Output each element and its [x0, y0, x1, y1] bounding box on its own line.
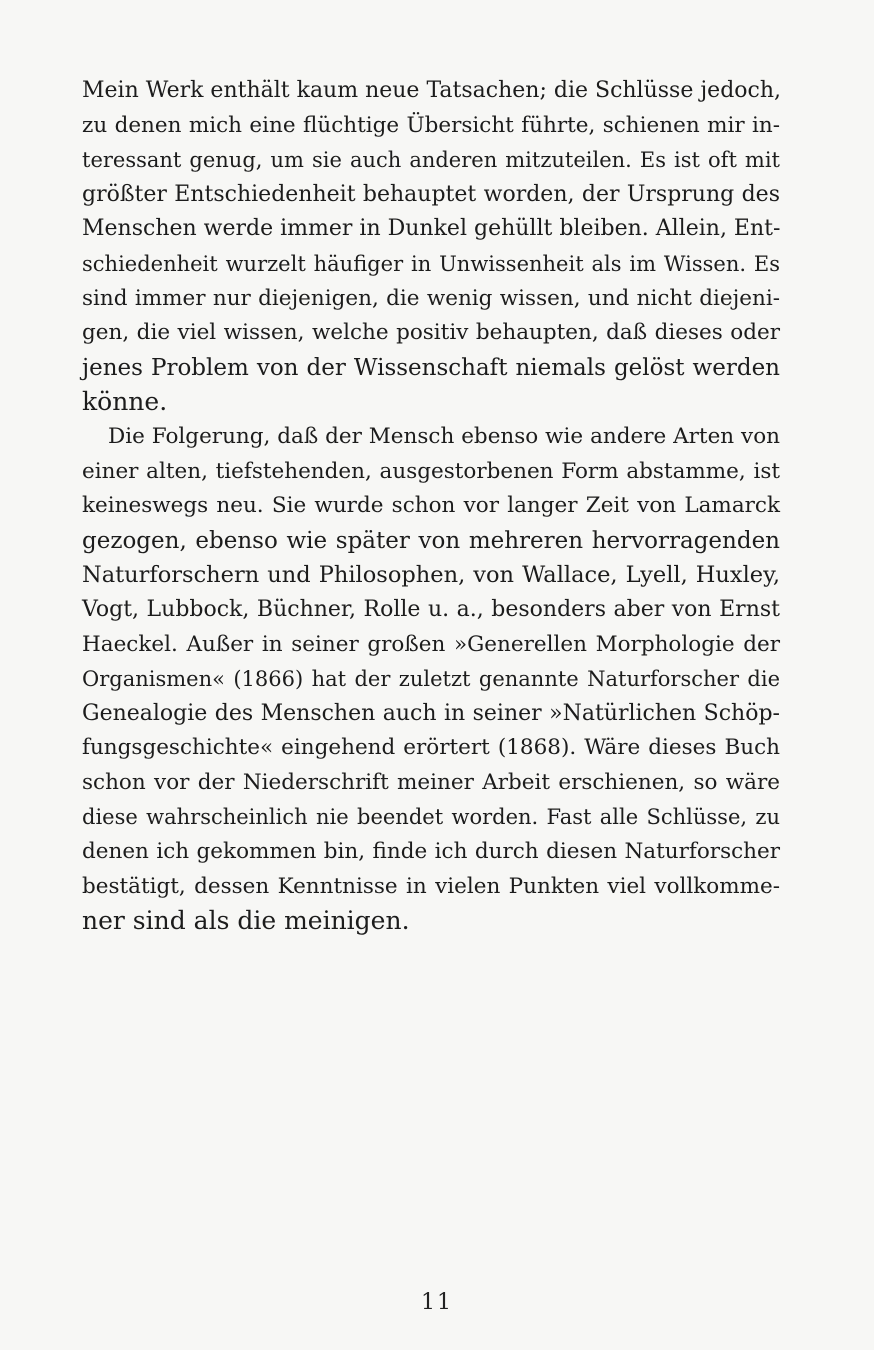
page-number: 11	[421, 1290, 453, 1315]
text-line: größter Entschiedenheit behauptet worden, der Ursprung des	[82, 181, 780, 207]
text-line: schon vor der Niederschrift meiner Arbeit erschienen, so wäre	[82, 769, 780, 795]
text-line: ner sind als die meinigen.	[82, 906, 410, 936]
text-line: schiedenheit wurzelt häufiger in Unwissenheit als im Wissen. Es	[82, 251, 780, 276]
text-line: könne.	[82, 387, 168, 417]
text-line: fungsgeschichte« eingehend erörtert (1868). Wäre dieses Buch	[82, 735, 780, 761]
text-line: jenes Problem von der Wissenschaft niemals gelöst werden	[82, 354, 780, 381]
text-line: Menschen werde immer in Dunkel gehüllt bleiben. Allein, Ent-	[82, 216, 781, 242]
text-line: sind immer nur diejenigen, die wenig wissen, und nicht diejeni-	[82, 285, 780, 311]
text-line: Haeckel. Außer in seiner großen »Generellen Morphologie der	[82, 631, 780, 657]
text-line: zu denen mich eine flüchtige Übersicht führte, schienen mir in-	[82, 112, 780, 138]
text-line: teressant genug, um sie auch anderen mitzuteilen. Es ist oft mit	[82, 148, 780, 173]
text-line: keineswegs neu. Sie wurde schon vor langer Zeit von Lamarck	[82, 493, 780, 519]
text-line: Organismen« (1866) hat der zuletzt genannte Naturforscher die	[82, 667, 780, 692]
text-line: bestätigt, dessen Kenntnisse in vielen Punkten viel vollkomme-	[82, 873, 780, 899]
body-text	[82, 74, 780, 939]
text-line: gezogen, ebenso wie später von mehreren hervorragenden	[82, 527, 780, 554]
text-line: Naturforschern und Philosophen, von Wallace, Lyell, Huxley,	[82, 562, 780, 589]
text-line: gen, die viel wissen, welche positiv behaupten, daß dieses oder	[82, 320, 780, 346]
text-line: denen ich gekommen bin, finde ich durch diesen Naturforscher	[82, 839, 780, 865]
paragraph-2	[82, 420, 780, 939]
text-line: Mein Werk enthält kaum neue Tatsachen; die Schlüsse jedoch,	[82, 78, 782, 103]
text-line: Die Folgerung, daß der Mensch ebenso wie andere Arten von	[108, 423, 780, 449]
text-line: Genealogie des Menschen auch in seiner »Natürlichen Schöp-	[82, 700, 780, 726]
text-line: einer alten, tiefstehenden, ausgestorbenen Form abstamme, ist	[82, 458, 780, 484]
text-line: Vogt, Lubbock, Büchner, Rolle u. a., besonders aber von Ernst	[82, 596, 780, 622]
text-line: diese wahrscheinlich nie beendet worden. Fast alle Schlüsse, zu	[82, 805, 780, 830]
paragraph-1	[82, 74, 780, 420]
